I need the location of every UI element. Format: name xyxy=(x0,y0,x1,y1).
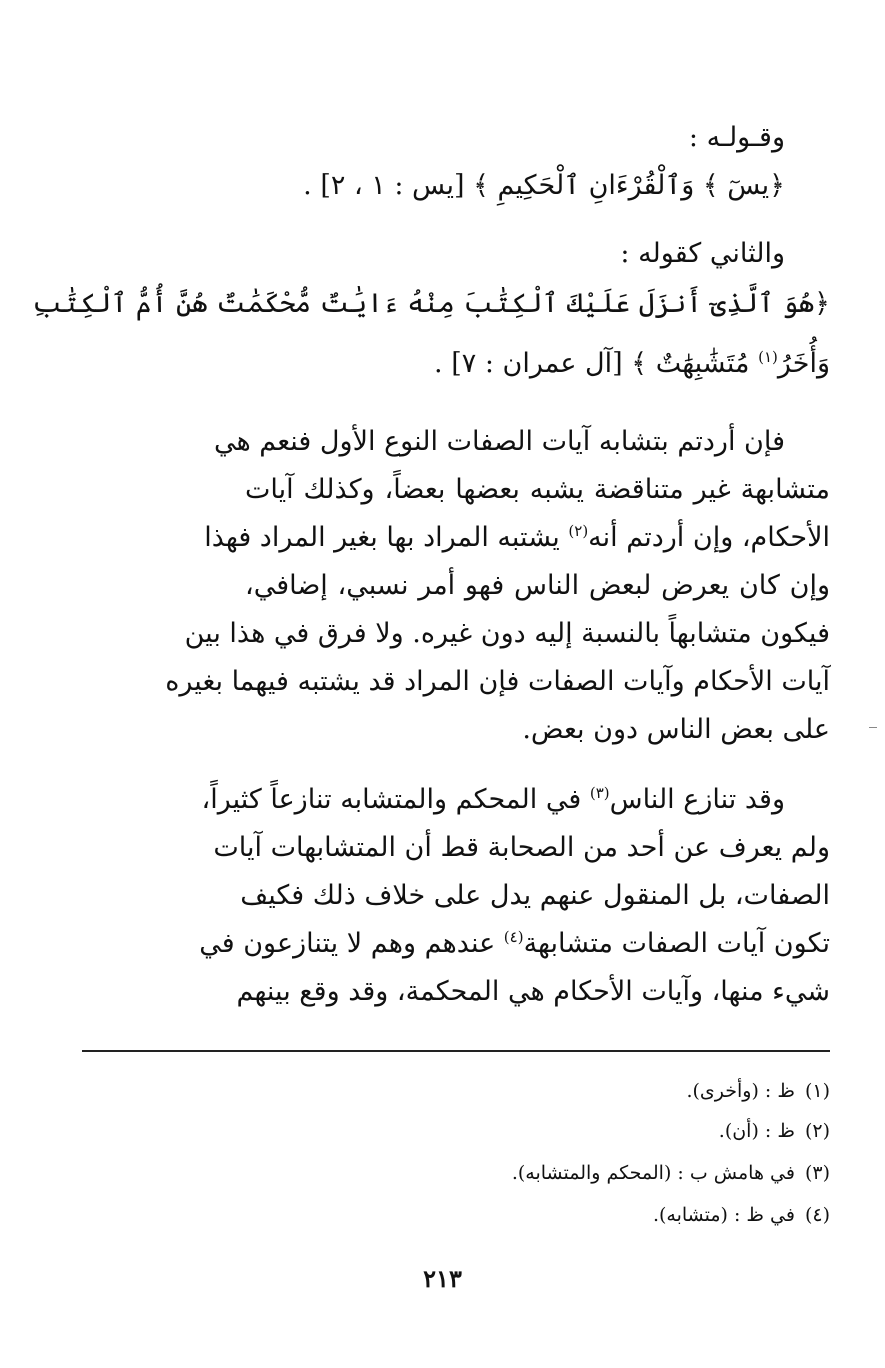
quran-verse-al-imran-line-1: ﴿هُوَ ٱلَّذِىٓ أَنزَلَ عَلَيْكَ ٱلْكِتَٰبَ مِنْهُ ءَايَٰتٌ مُّحْكَمَٰتٌ هُنَّ أُمُّ ٱلْكِتَٰبِ xyxy=(32,288,830,319)
verse-text-before-ref: وَأُخَرُ xyxy=(777,348,830,379)
paragraph-2-line-5: شيء منها، وآيات الأحكام هي المحكمة، وقد وقع بينهم xyxy=(236,976,830,1007)
paragraph-2-line-3: الصفات، بل المنقول عنهم يدل على خلاف ذلك فكيف xyxy=(240,880,830,911)
footnote-divider xyxy=(82,1050,830,1052)
quran-verse-al-imran-line-2 xyxy=(434,350,830,377)
footnote-number: (٣) xyxy=(804,1162,830,1184)
para-2-text-after-ref: في المحكم والمتشابه تنازعاً كثيراً، xyxy=(201,784,590,815)
quote-intro-1: وقـولـه : xyxy=(688,122,785,153)
footnote-1 xyxy=(686,1082,830,1101)
paragraph-1-line-3 xyxy=(204,522,830,553)
verse-text-after-ref: مُتَشَٰبِهَٰتٌ ﴾ [آل عمران : ٧] . xyxy=(434,348,759,379)
footnote-ref-1[interactable]: (١) xyxy=(758,348,778,366)
paragraph-1-line-5: فيكون متشابهاً بالنسبة إليه دون غيره. ولا فرق في هذا بين xyxy=(184,618,830,649)
paragraph-1-line-1: فإن أردتم بتشابه آيات الصفات النوع الأول فنعم هي xyxy=(213,426,785,457)
page-number: ٢١٣ xyxy=(423,1264,462,1293)
footnote-number: (٢) xyxy=(804,1120,830,1142)
footnote-text: ظ : (أن). xyxy=(718,1120,795,1142)
footnote-ref-3[interactable]: (٣) xyxy=(589,784,610,802)
paragraph-2-line-1 xyxy=(201,784,785,815)
footnote-number: (١) xyxy=(804,1080,830,1102)
para-2-line-4-after-ref: عندهم وهم لا يتنازعون في xyxy=(199,928,504,959)
footnote-number: (٤) xyxy=(804,1204,830,1226)
para-1-text-after-ref: يشتبه المراد بها بغير المراد فهذا xyxy=(204,522,569,553)
footnote-text: في ظ : (متشابه). xyxy=(652,1204,795,1226)
quote-intro-2: والثاني كقوله : xyxy=(620,238,785,269)
footnote-ref-2[interactable]: (٢) xyxy=(568,522,589,540)
margin-mark xyxy=(869,727,877,728)
footnote-text: ظ : (وأخرى). xyxy=(686,1080,795,1102)
paragraph-2-line-4 xyxy=(199,928,830,959)
paragraph-1-line-6: آيات الأحكام وآيات الصفات فإن المراد قد يشتبه فيهما بغيره xyxy=(165,666,830,697)
footnote-text: في هامش ب : (المحكم والمتشابه). xyxy=(511,1162,795,1184)
paragraph-2-line-2: ولم يعرف عن أحد من الصحابة قط أن المتشابهات آيات xyxy=(213,832,830,863)
paragraph-1-line-7: على بعض الناس دون بعض. xyxy=(522,714,830,745)
para-2-line-4-before-ref: تكون آيات الصفات متشابهة xyxy=(523,928,830,959)
paragraph-1-line-4: وإن كان يعرض لبعض الناس فهو أمر نسبي، إضافي، xyxy=(245,570,830,601)
footnote-ref-4[interactable]: (٤) xyxy=(503,928,524,946)
footnote-2 xyxy=(719,1122,830,1141)
paragraph-1-line-2: متشابهة غير متناقضة يشبه بعضها بعضاً، وكذلك آيات xyxy=(245,474,830,505)
quran-verse-yasin: ﴿يسٓ ﴾ وَٱلْقُرْءَانِ ٱلْحَكِيمِ ﴾ [يس : ١ ، ٢] . xyxy=(303,170,785,201)
para-1-text-before-ref: الأحكام، وإن أردتم أنه xyxy=(588,522,830,553)
footnote-4 xyxy=(653,1206,830,1225)
footnote-3 xyxy=(512,1164,830,1183)
para-2-text-before-ref: وقد تنازع الناس xyxy=(609,784,785,815)
